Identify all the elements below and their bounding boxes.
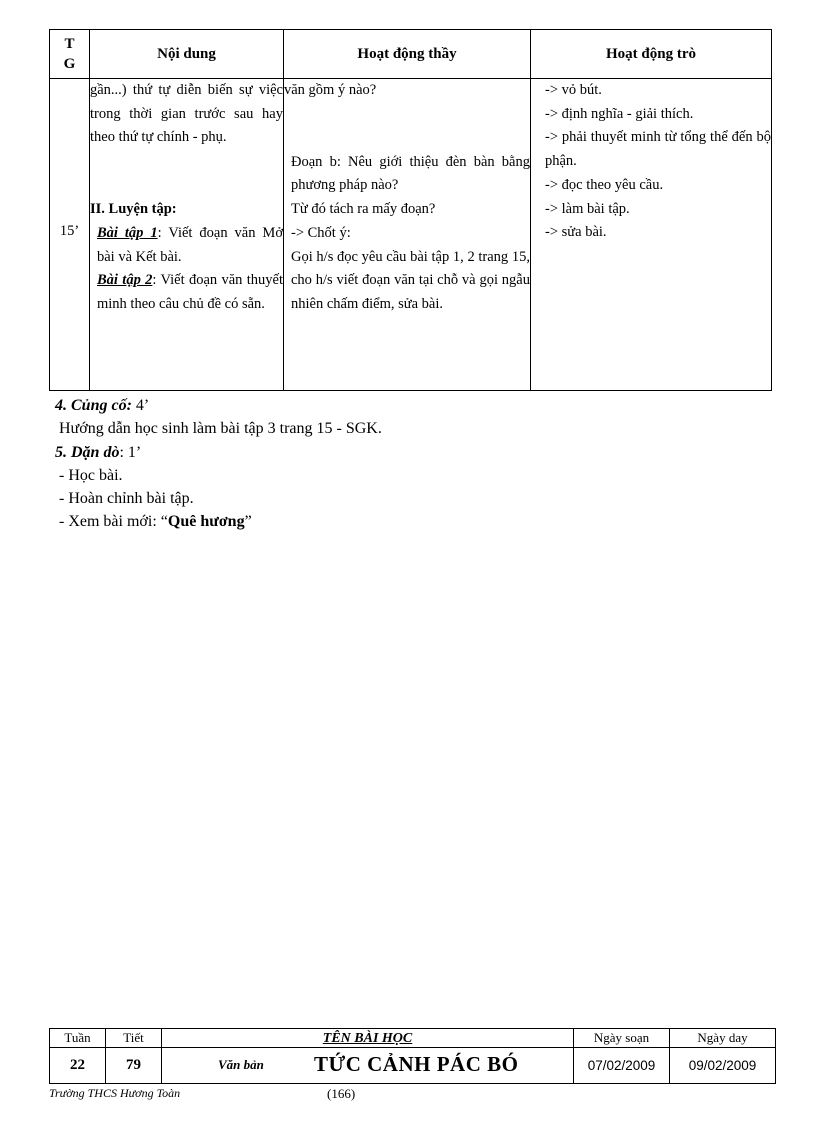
practice-heading: II. Luyện tập: (90, 201, 177, 218)
school-name: Trường THCS Hương Toàn (49, 1086, 181, 1100)
prepared-date-header: Ngày soạn (574, 1029, 670, 1048)
homework-item-3 (55, 510, 755, 533)
info-value-row (50, 1048, 776, 1084)
homework-time: : 1’ (119, 443, 142, 461)
consolidation-heading-line (55, 394, 755, 417)
homework-item-3-suffix: ” (244, 513, 252, 531)
header-time (50, 30, 90, 79)
exercise-1-text: : Viết đoạn văn Mở bài và Kết bài. (97, 224, 283, 265)
time-cell (50, 79, 90, 391)
lesson-name-header (162, 1029, 574, 1048)
homework-heading-line (55, 441, 755, 464)
lesson-title: TỨC CẢNH PÁC BÓ (314, 1052, 519, 1076)
teacher-line-1: văn gồm ý nào? (284, 82, 377, 98)
homework-item-2: - Hoàn chỉnh bài tập. (59, 490, 194, 508)
teacher-line-4: -> Chốt ý: (291, 224, 351, 241)
prepared-date: 07/02/2009 (574, 1048, 670, 1084)
teacher-line-2: Đoạn b: Nêu giới thiệu đèn bàn bằng phương pháp nào? (291, 153, 530, 194)
period-header: Tiết (106, 1029, 162, 1048)
homework-heading: 5. Dặn dò (55, 443, 120, 461)
header-teacher: Hoạt động thầy (284, 30, 531, 79)
period-value: 79 (106, 1048, 162, 1084)
homework-item-3-prefix: - Xem bài mới: “ (59, 513, 168, 531)
exercise-2-title: Bài tập 2 (97, 272, 153, 289)
time-value: 15’ (59, 223, 80, 239)
consolidation-heading: 4. Củng cố: (55, 397, 132, 414)
info-header-row (50, 1029, 776, 1048)
teacher-line-5: Gọi h/s đọc yêu cầu bài tập 1, 2 trang 15, cho h/s viết đoạn văn tại chỗ và gọi ngẫu nhiên chấm điểm, sửa bài. (291, 248, 530, 312)
header-time-line2: G (63, 56, 76, 72)
table-body-row (50, 79, 772, 391)
student-cell (531, 79, 772, 391)
exercise-2-text: : Viết đoạn văn thuyết minh theo câu chủ đề có sẵn. (97, 272, 283, 312)
lesson-name-header-text: TÊN BÀI HỌC (322, 1030, 413, 1046)
lesson-name-cell (162, 1048, 574, 1084)
header-time-line1: T (64, 36, 75, 52)
lesson-info-table (49, 1028, 776, 1084)
page-number: (166) (327, 1086, 356, 1101)
week-value: 22 (50, 1048, 106, 1084)
exercise-1 (90, 222, 283, 269)
header-content: Nội dung (90, 30, 284, 79)
exercise-1-title: Bài tập 1 (97, 224, 158, 241)
lesson-closing (55, 394, 755, 534)
taught-date-header: Ngày day (670, 1029, 776, 1048)
content-intro: gần...) thứ tự diễn biến sự việc trong thời gian trước sau hay theo thứ tự chính - phụ. (90, 82, 283, 146)
student-line-2: -> định nghĩa - giải thích. (545, 105, 694, 122)
header-student: Hoạt động trò (531, 30, 772, 79)
consolidation-text: Hướng dẫn học sinh làm bài tập 3 trang 15 - SGK. (59, 420, 382, 438)
lesson-type: Văn bản (218, 1057, 264, 1072)
homework-item-1: - Học bài. (59, 466, 123, 484)
teacher-cell (284, 79, 531, 391)
student-line-4: -> đọc theo yêu cầu. (545, 176, 664, 193)
teacher-line-3: Từ đó tách ra mấy đoạn? (291, 201, 436, 218)
student-line-1: -> vỏ bút. (545, 82, 602, 98)
student-line-5: -> làm bài tập. (545, 200, 630, 217)
table-header-row (50, 30, 772, 79)
lesson-table (49, 29, 772, 391)
exercise-2 (90, 269, 283, 316)
taught-date: 09/02/2009 (670, 1048, 776, 1084)
new-lesson-title: Quê hương (167, 513, 245, 531)
content-cell (90, 79, 284, 391)
student-line-3: -> phải thuyết minh từ tổng thể đến bộ phận. (545, 129, 771, 170)
student-line-6: -> sửa bài. (545, 224, 607, 241)
consolidation-time: 4’ (131, 397, 150, 414)
week-header: Tuần (50, 1029, 106, 1048)
